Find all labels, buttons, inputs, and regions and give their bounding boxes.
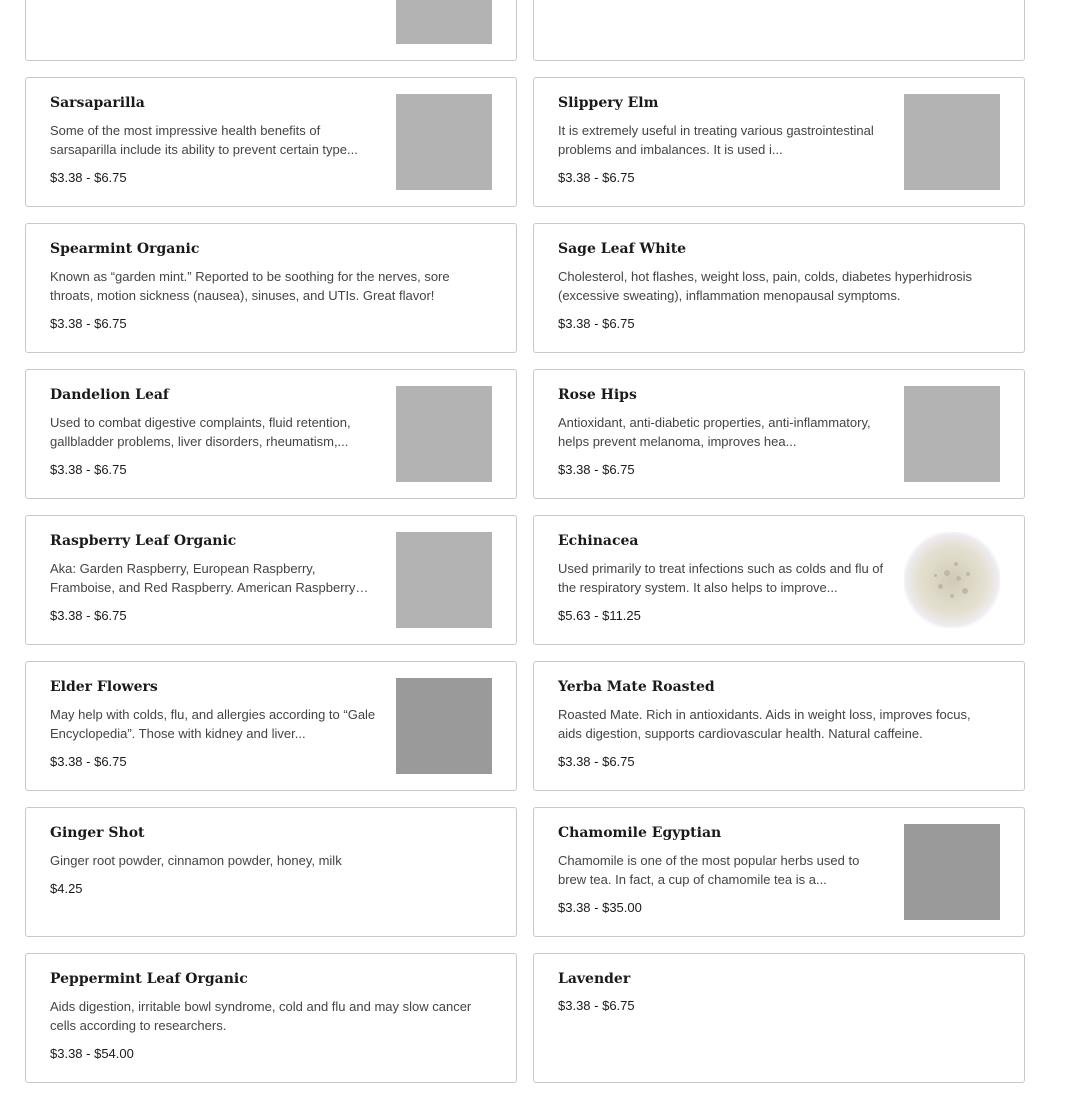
product-card-raspberry-leaf-organic[interactable] — [25, 515, 517, 645]
product-price: $3.38 - $6.75 — [558, 462, 635, 477]
product-price: $3.38 - $6.75 — [50, 462, 127, 477]
product-image[interactable] — [904, 532, 1000, 628]
herb-speck — [956, 576, 961, 581]
product-price: $3.38 - $6.75 — [558, 754, 635, 769]
product-price: $3.38 - $6.75 — [558, 316, 635, 331]
product-text — [558, 94, 888, 187]
product-name[interactable]: Chamomile Egyptian — [558, 825, 722, 841]
herb-speck — [950, 594, 954, 598]
product-text — [558, 970, 998, 1015]
product-price: $3.38 - $6.75 — [50, 170, 127, 185]
product-text — [558, 240, 998, 333]
product-image-placeholder[interactable] — [396, 94, 492, 190]
herb-speck — [954, 562, 958, 566]
product-card-chamomile-egyptian[interactable] — [533, 807, 1025, 937]
product-description: Aids digestion, irritable bowl syndrome, cold and flu and may slow cancer cells according to researchers. — [50, 999, 472, 1033]
product-card-ginger-shot[interactable] — [25, 807, 517, 937]
product-image-placeholder[interactable] — [904, 94, 1000, 190]
product-price: $3.38 - $54.00 — [50, 1046, 134, 1061]
product-text — [50, 824, 490, 898]
product-price: $3.38 - $6.75 — [50, 316, 127, 331]
product-card-yerba-mate-roasted[interactable] — [533, 661, 1025, 791]
herb-speck — [938, 584, 943, 589]
product-description: Used to combat digestive complaints, fluid retention, gallbladder problems, liver disorders, rheumatism,... — [50, 415, 351, 449]
product-name[interactable]: Ginger Shot — [50, 825, 145, 841]
product-description: Used primarily to treat infections such as colds and flu of the respiratory system. It also helps to improve... — [558, 561, 884, 595]
product-text — [50, 386, 380, 479]
product-card-elder-flowers[interactable] — [25, 661, 517, 791]
product-text — [50, 240, 490, 333]
product-image-placeholder[interactable] — [904, 824, 1000, 920]
product-name[interactable]: Raspberry Leaf Organic — [50, 533, 237, 549]
product-image-placeholder — [396, 0, 492, 44]
product-name[interactable]: Peppermint Leaf Organic — [50, 971, 248, 987]
herb-speck — [944, 570, 950, 576]
product-name[interactable]: Elder Flowers — [50, 679, 158, 695]
product-price: $3.38 - $6.75 — [558, 998, 635, 1013]
product-name[interactable]: Yerba Mate Roasted — [558, 679, 715, 695]
product-card-spearmint-organic[interactable] — [25, 223, 517, 353]
product-name[interactable]: Lavender — [558, 971, 631, 987]
herb-speck — [934, 574, 937, 577]
product-description: Chamomile is one of the most popular herbs used to brew tea. In fact, a cup of chamomile tea is a... — [558, 853, 860, 887]
product-description: Antioxidant, anti-diabetic properties, anti-inflammatory, helps prevent melanoma, improves hea... — [558, 415, 871, 449]
product-description: It is extremely useful in treating various gastrointestinal problems and imbalances. It is used i... — [558, 123, 874, 157]
product-card-partial-right[interactable] — [533, 0, 1025, 61]
herb-speck — [962, 588, 968, 594]
product-description: Cholesterol, hot flashes, weight loss, pain, colds, diabetes hyperhidrosis (excessive sweating), inflammation menopausal symptoms. — [558, 269, 973, 303]
product-description: Roasted Mate. Rich in antioxidants. Aids in weight loss, improves focus, aids digestion, supports cardiovascular health. Natural caffeine. — [558, 707, 971, 741]
product-name[interactable]: Sage Leaf White — [558, 241, 687, 257]
product-card-echinacea[interactable] — [533, 515, 1025, 645]
product-price: $3.38 - $6.75 — [50, 754, 127, 769]
product-text — [50, 532, 380, 625]
product-image-placeholder[interactable] — [396, 386, 492, 482]
product-image-placeholder[interactable] — [396, 532, 492, 628]
product-card-slippery-elm[interactable] — [533, 77, 1025, 207]
product-card-sage-leaf-white[interactable] — [533, 223, 1025, 353]
product-name[interactable]: Sarsaparilla — [50, 95, 145, 111]
product-image-placeholder[interactable] — [904, 386, 1000, 482]
product-name[interactable]: Spearmint Organic — [50, 241, 200, 257]
product-text — [50, 970, 490, 1063]
product-price: $5.63 - $11.25 — [558, 608, 641, 623]
product-price: $4.25 — [50, 881, 83, 896]
product-card-dandelion-leaf[interactable] — [25, 369, 517, 499]
product-card-rose-hips[interactable] — [533, 369, 1025, 499]
product-card-peppermint-leaf-organic[interactable] — [25, 953, 517, 1083]
product-text — [558, 386, 888, 479]
product-name[interactable]: Slippery Elm — [558, 95, 659, 111]
product-description: Some of the most impressive health benefits of sarsaparilla include its ability to prevent certain type... — [50, 123, 358, 157]
product-description: Aka: Garden Raspberry, European Raspberry, Framboise, and Red Raspberry. American Raspberry — [50, 561, 356, 595]
product-price: $3.38 - $6.75 — [50, 608, 127, 623]
product-description: May help with colds, flu, and allergies according to “Gale Encyclopedia”. Those with kidney and liver... — [50, 707, 376, 741]
product-image-placeholder[interactable] — [396, 678, 492, 774]
product-name[interactable]: Dandelion Leaf — [50, 387, 169, 403]
product-name[interactable]: Rose Hips — [558, 387, 637, 403]
product-text — [50, 94, 380, 187]
product-text — [558, 532, 888, 625]
product-description: Ginger root powder, cinnamon powder, honey, milk — [50, 853, 342, 868]
product-name[interactable]: Echinacea — [558, 533, 639, 549]
herb-speck — [966, 572, 970, 576]
product-price: $3.38 - $35.00 — [558, 900, 642, 915]
product-text — [50, 678, 380, 771]
product-card-lavender[interactable] — [533, 953, 1025, 1083]
product-card-sarsaparilla[interactable] — [25, 77, 517, 207]
product-text — [558, 824, 888, 917]
product-card-partial-left[interactable] — [25, 0, 517, 61]
product-text — [558, 678, 998, 771]
product-price: $3.38 - $6.75 — [558, 170, 635, 185]
product-description: Known as “garden mint.” Reported to be soothing for the nerves, sore throats, motion sickness (nausea), sinuses, and UTIs. Great flavor! — [50, 269, 450, 303]
